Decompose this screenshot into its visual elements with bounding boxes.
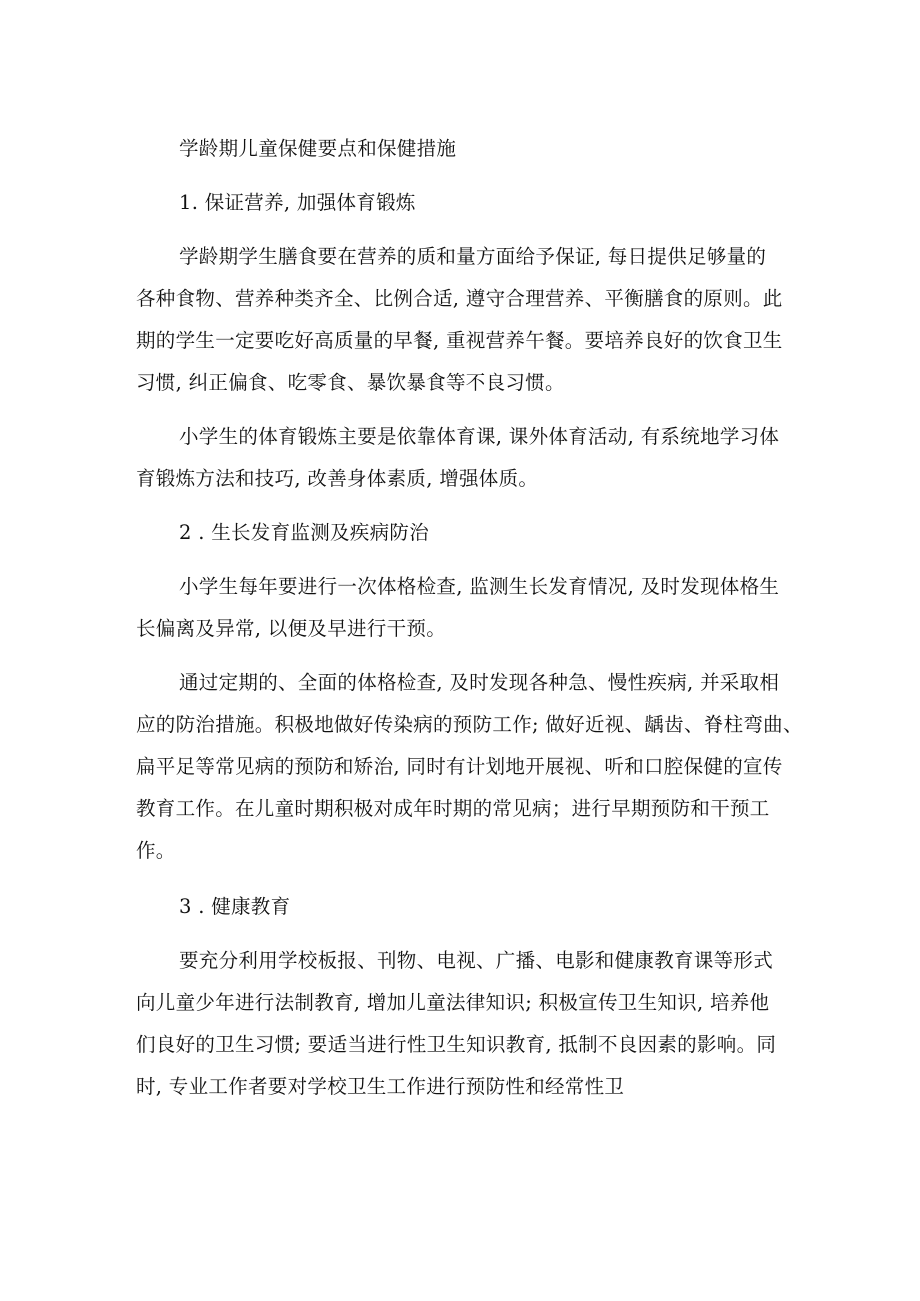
section-heading-2: 2 . 生长发育监测及疾病防治 [179, 521, 430, 544]
section-heading-3: 3 . 健康教育 [179, 895, 291, 918]
paragraph [136, 940, 796, 1108]
paragraph-line: 要充分利用学校板报、刊物、电视、广播、电影和健康教育课等形式 [179, 949, 774, 972]
paragraph-line: 小学生的体育锻炼主要是依靠体育课, 课外体育活动, 有系统地学习体 [179, 425, 780, 448]
paragraph-line: 小学生每年要进行一次体格检查, 监测生长发育情况, 及时发现体格生 [179, 575, 780, 598]
section-heading-1: 1. 保证营养, 加强体育锻炼 [179, 191, 416, 214]
paragraph-line: 各种食物、营养种类齐全、比例合适, 遵守合理营养、平衡膳食的原则。此 [136, 287, 783, 310]
paragraph-line: 应的防治措施。积极地做好传染病的预防工作; 做好近视、龋齿、脊柱弯曲、 [136, 713, 803, 736]
paragraph [136, 236, 796, 404]
paragraph [136, 416, 796, 500]
paragraph-line: 们良好的卫生习惯; 要适当进行性卫生知识教育, 抵制不良因素的影响。同 [136, 1033, 777, 1056]
document-body [136, 128, 803, 1108]
paragraph-line: 时, 专业工作者要对学校卫生工作进行预防性和经常性卫 [136, 1075, 625, 1098]
paragraph [136, 662, 803, 872]
paragraph [136, 566, 796, 650]
paragraph-line: 向儿童少年进行法制教育, 增加儿童法律知识; 积极宣传卫生知识, 培养他 [136, 991, 770, 1014]
paragraph-line: 学龄期学生膳食要在营养的质和量方面给予保证, 每日提供足够量的 [179, 245, 767, 268]
paragraph-line: 期的学生一定要吃好高质量的早餐, 重视营养午餐。要培养良好的饮食卫生 [136, 329, 783, 352]
paragraph-line: 扁平足等常见病的预防和矫治, 同时有计划地开展视、听和口腔保健的宣传 [136, 755, 783, 778]
paragraph-line: 教育工作。在儿童时期积极对成年时期的常见病；进行早期预防和干预工 [136, 797, 770, 820]
paragraph-line: 通过定期的、全面的体格检查, 及时发现各种急、慢性疾病, 并采取相 [179, 671, 780, 694]
paragraph-line: 习惯, 纠正偏食、吃零食、暴饮暴食等不良习惯。 [136, 371, 565, 394]
paragraph-line: 长偏离及异常, 以便及早进行干预。 [136, 617, 446, 640]
paragraph-line: 作。 [136, 839, 176, 862]
paragraph-line: 育锻炼方法和技巧, 改善身体素质, 增强体质。 [136, 467, 539, 490]
document-title: 学龄期儿童保健要点和保健措施 [179, 137, 457, 160]
